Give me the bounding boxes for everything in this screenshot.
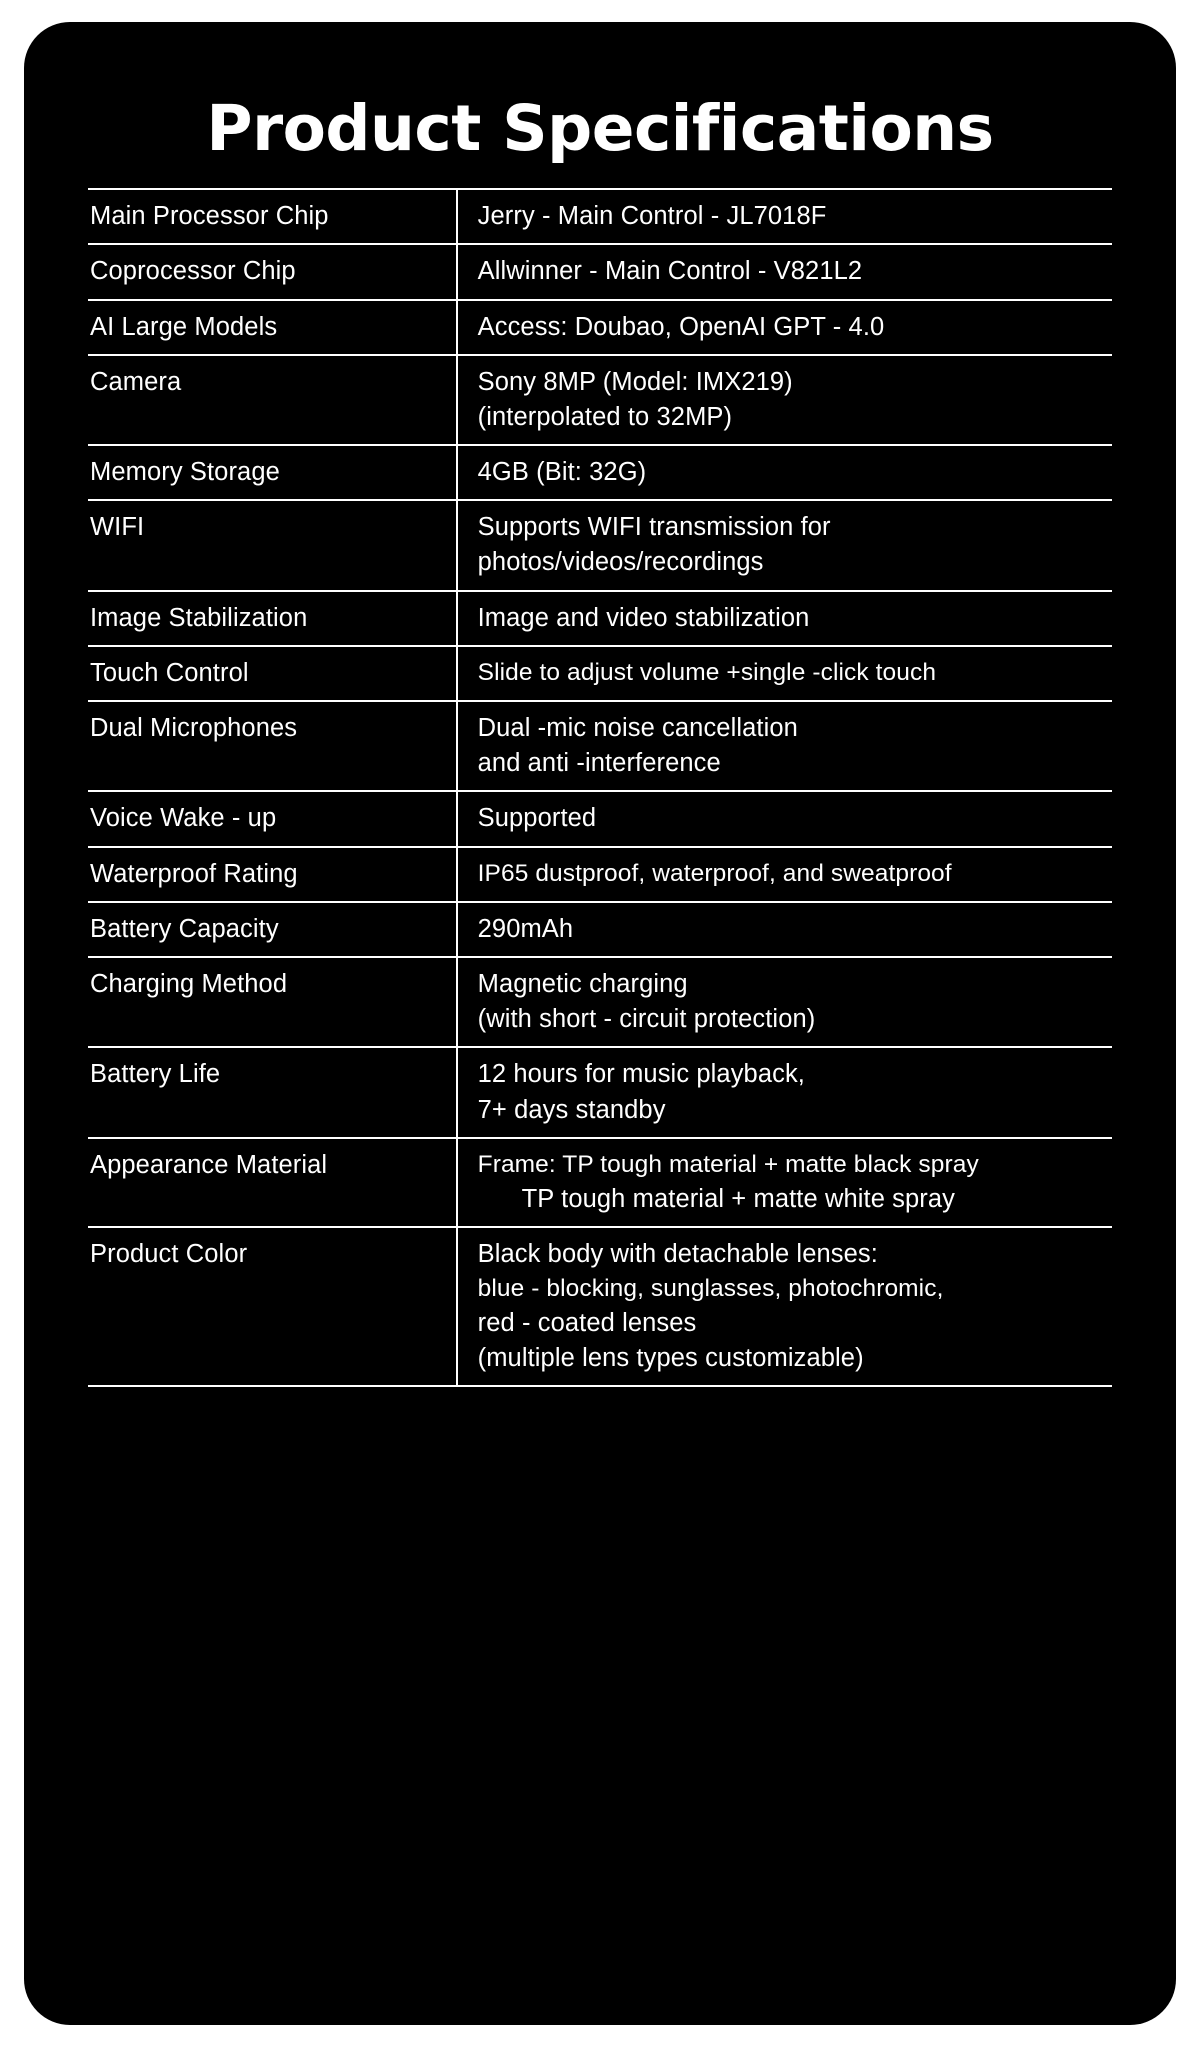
specifications-table — [88, 188, 1112, 1387]
spec-value-line: Access: Doubao, OpenAI GPT - 4.0 — [477, 312, 885, 341]
spec-value-line: 12 hours for music playback, — [477, 1060, 805, 1089]
table-row — [88, 847, 1112, 902]
spec-value-line: (multiple lens types customizable) — [477, 1343, 864, 1372]
spec-label: Charging Method — [88, 957, 457, 1047]
spec-value-line: Frame: TP tough material + matte black spray — [477, 1150, 979, 1178]
spec-label: Appearance Material — [88, 1138, 457, 1227]
spec-value — [457, 189, 1112, 244]
specifications-table-body — [88, 189, 1112, 1386]
spec-value-line: IP65 dustproof, waterproof, and sweatproof — [477, 859, 952, 887]
spec-label: Dual Microphones — [88, 701, 457, 791]
spec-value-line: (with short - circuit protection) — [477, 1005, 816, 1034]
spec-value-line: 4GB (Bit: 32G) — [477, 458, 647, 487]
spec-value-line: Allwinner - Main Control - V821L2 — [477, 257, 863, 286]
spec-value — [457, 791, 1112, 846]
spec-value — [457, 847, 1112, 902]
table-row — [88, 646, 1112, 701]
spec-value-line: (interpolated to 32MP) — [477, 402, 733, 431]
spec-value-line: Supports WIFI transmission for — [477, 513, 831, 542]
spec-value-line: blue - blocking, sunglasses, photochromic, — [477, 1274, 944, 1302]
spec-label: Battery Capacity — [88, 902, 457, 957]
spec-label: Coprocessor Chip — [88, 244, 457, 299]
spec-value — [457, 1227, 1112, 1386]
spec-value — [457, 355, 1112, 445]
spec-value-line: Dual -mic noise cancellation — [477, 714, 798, 743]
spec-value — [457, 701, 1112, 791]
spec-card — [24, 22, 1176, 2025]
spec-label: Battery Life — [88, 1047, 457, 1137]
spec-label: Touch Control — [88, 646, 457, 701]
spec-value — [457, 957, 1112, 1047]
page-title: Product Specifications — [206, 92, 994, 165]
spec-value — [457, 902, 1112, 957]
table-row — [88, 1227, 1112, 1386]
table-row — [88, 355, 1112, 445]
spec-label: Image Stabilization — [88, 591, 457, 646]
spec-value-line: Slide to adjust volume +single -click touch — [477, 658, 937, 686]
table-row — [88, 244, 1112, 299]
spec-value-line: Black body with detachable lenses: — [477, 1239, 878, 1268]
table-row — [88, 957, 1112, 1047]
spec-value — [457, 445, 1112, 500]
table-row — [88, 591, 1112, 646]
spec-value-line: photos/videos/recordings — [477, 548, 764, 577]
spec-value-line: TP tough material + matte white spray — [521, 1184, 956, 1213]
spec-value-line: Supported — [477, 804, 597, 833]
table-row — [88, 701, 1112, 791]
spec-value-line: Sony 8MP (Model: IMX219) — [477, 367, 793, 396]
spec-value-line: Jerry - Main Control - JL7018F — [477, 202, 827, 231]
table-row — [88, 1047, 1112, 1137]
spec-label: Product Color — [88, 1227, 457, 1386]
table-row — [88, 1138, 1112, 1227]
spec-value-line: 7+ days standby — [477, 1095, 666, 1124]
spec-value — [457, 646, 1112, 701]
spec-label: Voice Wake - up — [88, 791, 457, 846]
spec-value — [457, 500, 1112, 590]
table-row — [88, 189, 1112, 244]
spec-value — [457, 591, 1112, 646]
table-row — [88, 300, 1112, 355]
spec-label: Camera — [88, 355, 457, 445]
spec-label: Waterproof Rating — [88, 847, 457, 902]
spec-value — [457, 1138, 1112, 1227]
spec-value-line: Magnetic charging — [477, 969, 688, 998]
table-row — [88, 902, 1112, 957]
spec-value-line: Image and video stabilization — [477, 603, 810, 632]
spec-label: Memory Storage — [88, 445, 457, 500]
spec-value-line: red - coated lenses — [477, 1308, 697, 1337]
spec-value — [457, 1047, 1112, 1137]
table-row — [88, 445, 1112, 500]
spec-label: WIFI — [88, 500, 457, 590]
spec-value-line: and anti -interference — [477, 749, 721, 778]
spec-label: Main Processor Chip — [88, 189, 457, 244]
spec-value-line: 290mAh — [477, 914, 574, 943]
table-row — [88, 791, 1112, 846]
table-row — [88, 500, 1112, 590]
spec-value — [457, 300, 1112, 355]
spec-label: AI Large Models — [88, 300, 457, 355]
spec-value — [457, 244, 1112, 299]
